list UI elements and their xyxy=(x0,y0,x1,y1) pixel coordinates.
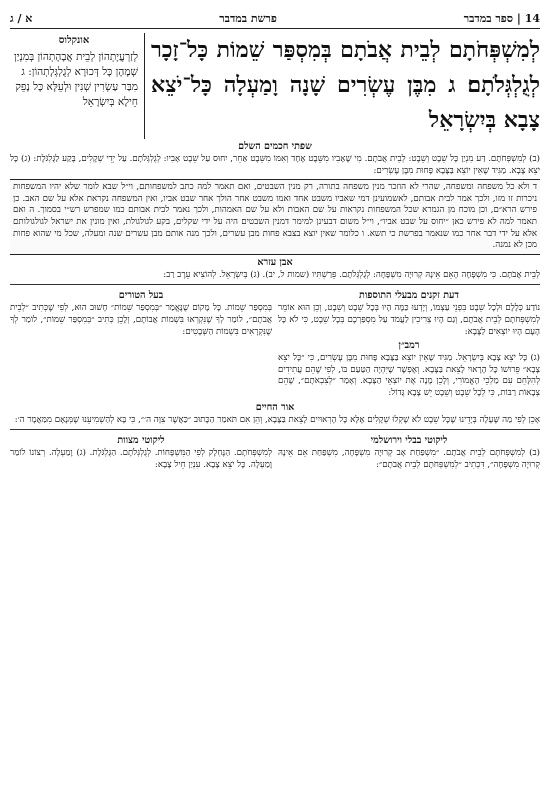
commentary-columns xyxy=(10,288,540,399)
header-chapter: א / ג xyxy=(10,11,33,25)
header-book: 14 | ספר במדבר xyxy=(463,11,540,25)
baalhaturim-text: בְּמִסְפַּר שֵׁמוֹת. כָּל מָקוֹם שֶׁנֶּאֱמַר ״בְּמִסְפַּר שֵׁמוֹת״ חָשׁוּב הוּא, לְפִי שֶׁכְּתִיב ״לְבֵית אֲבֹתָם״, לוֹמַר לְךָ שֶׁנִּקְרְאוּ בִּשְׁמוֹת אֲבוֹתָם, וְלָכֵן כְּתִיב ״בְּמִסְפַּר שֵׁמוֹת״, לוֹמַר לְךָ שֶׁנִּקְרָאִים בִּשְׁמוֹת הַשְּׁבָטִים: xyxy=(10,303,272,337)
likuteibavli-title: ליקוטי בבלי וירושלמי xyxy=(370,435,448,447)
ramban-title: רמב״ן xyxy=(398,340,420,352)
orhachaim-title: אור החיים xyxy=(255,401,295,413)
page xyxy=(10,8,540,778)
onkelos-text: לְזַרְעֲיָתְהוֹן לְבֵית אֲבָהָתְהוֹן בְּמִנְיַן שְׁמָהָן כָּל דְּכוּרָא לְגֻלְגְּלָתְהוֹן: ג מִבַּר עַשְׂרִין שְׁנִין וּלְעֵלָּא כָּל נָפֵק חֵילָא בְּיִשְׂרָאֵל xyxy=(14,51,138,108)
daat-text: נוֹדַע כְּלָלָם וּלְכָל שֵׁבֶט בִּפְנֵי עַצְמוֹ, וְיָדְעוּ כַּמָּה הָיוּ בְּכָל שֵׁבֶט וְשֵׁבֶט, וְכֵן הוּא אוֹמֵר לְמִשְׁפְּחֹתָם לְבֵית אֲבֹתָם, וְגַם הָיוּ צְרִיכִין לַעֲמֹד עַל מִסְפַּרְכֶם בְּכָל שֵׁבֶט, כִּי לֹא כָּל הָעָם הָיוּ יוֹצְאִים לַצָּבָא: xyxy=(278,303,540,337)
orhachaim-text: אָכֵן לְפִי מַה שֶּׁעָלָה בְּיָדֵינוּ שֶׁכָּל שֵׁבֶט לֹא שֶׁקְלוּ שְׁקָלִים אֶלָּא כָּל הָרְאוּיִים לָצֵאת בַּצָּבָא, וְהֵן אִם תֹּאמַר הַכָּתוּב ״כַּאֲשֶׁר צִוָּה ה׳״, כִּי בָּא לְהַשְׁמִיעֵנוּ שֶׁמְּנָאָם מִמַּאֲמָר ה׳: xyxy=(14,414,540,425)
ibnezra-title: אבן עזרא xyxy=(257,256,293,268)
rashi-text: (ב) לְמִשְׁפְּחֹתָם. דַּע מִנְיַן כָּל שֵׁבֶט וְשֵׁבֶט: לְבֵית אֲבֹתָם. מִי שֶׁאָבִיו מִשֵּׁבֶט אֶחָד וְאִמּוֹ מִשֵּׁבֶט אַחֵר, יִחוּס עַל שֵׁבֶט אָבִיו: לְגֻלְגְּלֹתָם. עַל יְדֵי שְׁקָלִים, בֶּקַע לַגֻּלְגֹּלֶת: (ג) כָּל יֹצֵא צָבָא. מַגִּיד שֶׁאֵין יוֹצֵא בַּצָּבָא פָּחוּת מִבֶּן עֶשְׂרִים: xyxy=(10,154,540,176)
onkelos-title: אונקלוס xyxy=(58,35,90,46)
likutei-bavli xyxy=(278,433,540,471)
page-number: 14 xyxy=(524,11,540,25)
likutei-mitzvot xyxy=(10,433,272,471)
siftei-text: ד ולא כל משפחה ומשפחה, שהרי לא הוזכר מנין משפחה בתורה, רק מנין השבטים, ואם תאמר למה כתב למשפחותם, וי״ל שבא לומר שלא יהיו המשפחות ניכרות זו מזו, ולכך אמר לבית אבותם, לאשמועינן דמי שאביו משבט אחד ואמו משבט אחר הולך אחר שבט אביו, ואין המשפחה נקראת אלא על שם האב. כן פירש הרא״ם, וכן מוכח מן הגמרא שכל המשפחות נקראות על שם האבות ולא על שם האמהות, ולכך נאמר לבית אבותם כמו שמפרש רש״י בסמוך. ה ואם תאמר למה לא פירש כאן ״יחוס על שבט אביו״, וי״ל משום דבעינן למימר דמנין השבטים היה על ידי שקלים, בקע לגולגולת, ואין מונין את ישראל לגולגולותם אלא על ידי דבר אחר כמו שנאמר בפרשת כי תשא. ו כלומר שאין יוצא בצבא פחות מבן עשרים, ולכך מנה אותם מבן עשרים שנה ומעלה, שכל מי שהוא פחות מכן לא נמנה. xyxy=(10,179,540,255)
onkelos-block xyxy=(10,33,144,139)
baalhaturim-title: בעל הטורים xyxy=(118,290,164,302)
torah-verse: לְמִשְׁפְּחֹתָם לְבֵית אֲבֹתָם בְּמִסְפַּר שֵׁמוֹת כָּל־זָכָר לְגֻלְגְּלֹתָם׃ ג מִבֶּן עֶשְׂרִים שָׁנָה וָמַעְלָה כָּל־יֹצֵא צָבָא בְּיִשְׂרָאֵל xyxy=(144,33,540,139)
ramban-text: (ג) כָּל יֹצֵא צָבָא בְּיִשְׂרָאֵל. מַגִּיד שֶׁאֵין יוֹצֵא בַּצָּבָא פָּחוּת מִבֶּן עֶשְׂרִים, כִּי ״כָּל יֹצֵא צָבָא״ פֵּרוּשׁוֹ כָּל הָרָאוּי לָצֵאת בַּצָּבָא. וְאֶפְשָׁר שֶׁיִּהְיֶה הַטַּעַם בּוֹ, לְפִי שֶׁהֵם עֲתִידִים לְהִלָּחֵם עִם מַלְכֵי הָאֱמוֹרִי, וְלָכֵן מָנָה אֶת יוֹצְאֵי הַצָּבָא. וְאָמַר ״לְצִבְאֹתָם״, שֶׁהֵם צְבָאוֹת רַבּוֹת, כִּי לְכָל שֵׁבֶט וְשֵׁבֶט יֵשׁ צָבָא גָּדוֹל: xyxy=(278,353,540,398)
left-column xyxy=(10,288,272,399)
page-header xyxy=(10,8,540,29)
header-parsha: פרשת במדבר xyxy=(219,11,277,25)
ibnezra-text: לְבֵית אֲבֹתָם. כִּי מִשְׁפָּחָה הָאֵם אֵינָהּ קְרוּיָה מִשְׁפָּחָה: לְגֻלְגְּלֹתָם. פֵּרַשְׁתִּיו (שמות ל, יב). (ג) בְּיִשְׂרָאֵל. לְהוֹצִיא עֵרֶב רַב: xyxy=(163,269,540,280)
siftei-title: שפתי חכמים השלם xyxy=(238,141,312,152)
likuteimitzvot-text: לְמִשְׁפְּחֹתָם. הַנֶּחְלָק לְפִי הַמִּשְׁפָּחוֹת. לְגֻלְגְּלֹתָם. הַגֻּלְגֹּלֶת. (ג) וָמַעְלָה. רְצוֹנוֹ לוֹמַר וָמַעְלָה. כָּל יֹצֵא צָבָא. עִנְיַן חֵיל צָבָא: xyxy=(10,448,272,470)
rashi-siftei xyxy=(10,154,540,177)
right-column xyxy=(278,288,540,399)
likuteimitzvot-title: ליקוטי מצוות xyxy=(117,435,165,447)
header-book-title: ספר במדבר xyxy=(463,11,514,25)
bottom-columns xyxy=(10,433,540,471)
verse-row xyxy=(10,33,540,139)
daat-title: דעת זקנים מבעלי התוספות xyxy=(359,290,459,302)
likuteibavli-text: (ב) לְמִשְׁפְּחֹתָם לְבֵית אֲבֹתָם. ״מִשְׁפַּחַת אָב קְרוּיָה מִשְׁפָּחָה, מִשְׁפַּחַת אֵם אֵינָהּ קְרוּיָה מִשְׁפָּחָה״, דִּכְתִיב ״לְמִשְׁפְּחֹתָם לְבֵית אֲבֹתָם״: xyxy=(278,448,540,470)
